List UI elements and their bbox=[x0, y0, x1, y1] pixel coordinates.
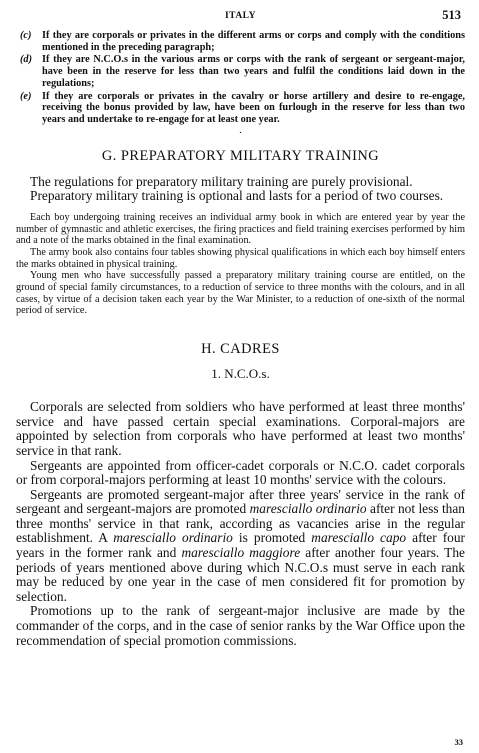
list-item-label: (e) bbox=[20, 90, 32, 102]
list-item bbox=[16, 54, 465, 89]
text-run: is promoted bbox=[232, 530, 312, 546]
list-item bbox=[16, 91, 465, 126]
paragraph: The army book also contains four tables showing physical qualifications in which each boy himself enters the marks obtained in physical training. bbox=[16, 246, 465, 270]
conditions-list bbox=[16, 30, 465, 126]
italic-term: maresciallo ordinario bbox=[113, 530, 233, 546]
paragraph: Each boy undergoing training receives an individual army book in which are entered year by year the number of gymnastic and athletic exercises, the firing practices and field training exercises performed by him and a note of the marks obtained in the final examination. bbox=[16, 211, 465, 247]
list-item-label: (d) bbox=[20, 54, 33, 66]
running-head: ITALY bbox=[224, 11, 256, 21]
paragraph bbox=[16, 488, 465, 605]
page-header bbox=[16, 8, 465, 30]
paragraph: The regulations for preparatory military training are purely provisional. bbox=[30, 173, 413, 189]
paragraph: Young men who have successfully passed a preparatory military training course are entitled, on the ground of special family circumstances, to a reduction of service to three months with the colours, and in all cases, by virtue of a decision taken each year by the War Minister, to a reduction of one-sixth of the normal period of service. bbox=[16, 270, 465, 317]
text-run: after four years in the former rank and bbox=[16, 530, 466, 561]
list-item bbox=[16, 30, 465, 53]
text-run: Sergeants are promoted sergeant-major after three years' service in the rank of sergeant and sergeant-majors are promoted bbox=[16, 486, 465, 517]
printer-mark: · bbox=[238, 126, 243, 139]
page-number: 513 bbox=[442, 8, 461, 22]
italic-term: maresciallo ordinario bbox=[249, 501, 367, 517]
list-item-text: If they are N.C.O.s in the various arms or corps with the rank of sergeant or sergeant-major, have been in the reserve for less than two years and fulfil the conditions laid down in the regulations; bbox=[42, 54, 465, 89]
section-heading-h: H. CADRES bbox=[201, 341, 280, 358]
paragraph: Sergeants are appointed from officer-cadet corporals or N.C.O. cadet corporals or from corporal-majors performing at least 10 months' service with the colours. bbox=[16, 457, 465, 488]
list-item-text: If they are corporals or privates in the different arms or corps and comply with the conditions mentioned in the preceding paragraph; bbox=[42, 30, 465, 53]
paragraph: Corporals are selected from soldiers who have performed at least three months' service and have passed certain special examinations. Corporal-majors are appointed by selection from corporals who have performed at least two months' service in that rank. bbox=[16, 399, 465, 458]
paragraph: Promotions up to the rank of sergeant-major inclusive are made by the commander of the corps, and in the case of senior ranks by the War Office upon the recommendation of special promotion commissions. bbox=[16, 603, 465, 648]
subsection-heading: 1. N.C.O.s. bbox=[211, 366, 270, 382]
section-heading-g: G. PREPARATORY MILITARY TRAINING bbox=[101, 147, 380, 164]
signature-mark: 33 bbox=[454, 737, 463, 747]
list-item-label: (c) bbox=[20, 30, 32, 41]
italic-term: maresciallo capo bbox=[311, 530, 407, 546]
paragraph: Preparatory military training is optional and lasts for a period of two courses. bbox=[30, 188, 444, 204]
list-item-text: If they are corporals or privates in the cavalry or horse artillery and desire to re-engage, receiving the bonus provided by law, have been on furlough in the reserve for less than two years and undertake to re-engage for at least one year. bbox=[42, 90, 465, 125]
text-run: after not less than three months' service in that rank, according as vacancies arise in the regular establishment. A bbox=[16, 501, 465, 546]
italic-term: maresciallo maggiore bbox=[181, 545, 301, 561]
text-run: after another four years. The periods of years mentioned above during which N.C.O.s must serve in each rank may be reduced by one year in the case of men considered fit for promotion by selection. bbox=[16, 545, 466, 604]
